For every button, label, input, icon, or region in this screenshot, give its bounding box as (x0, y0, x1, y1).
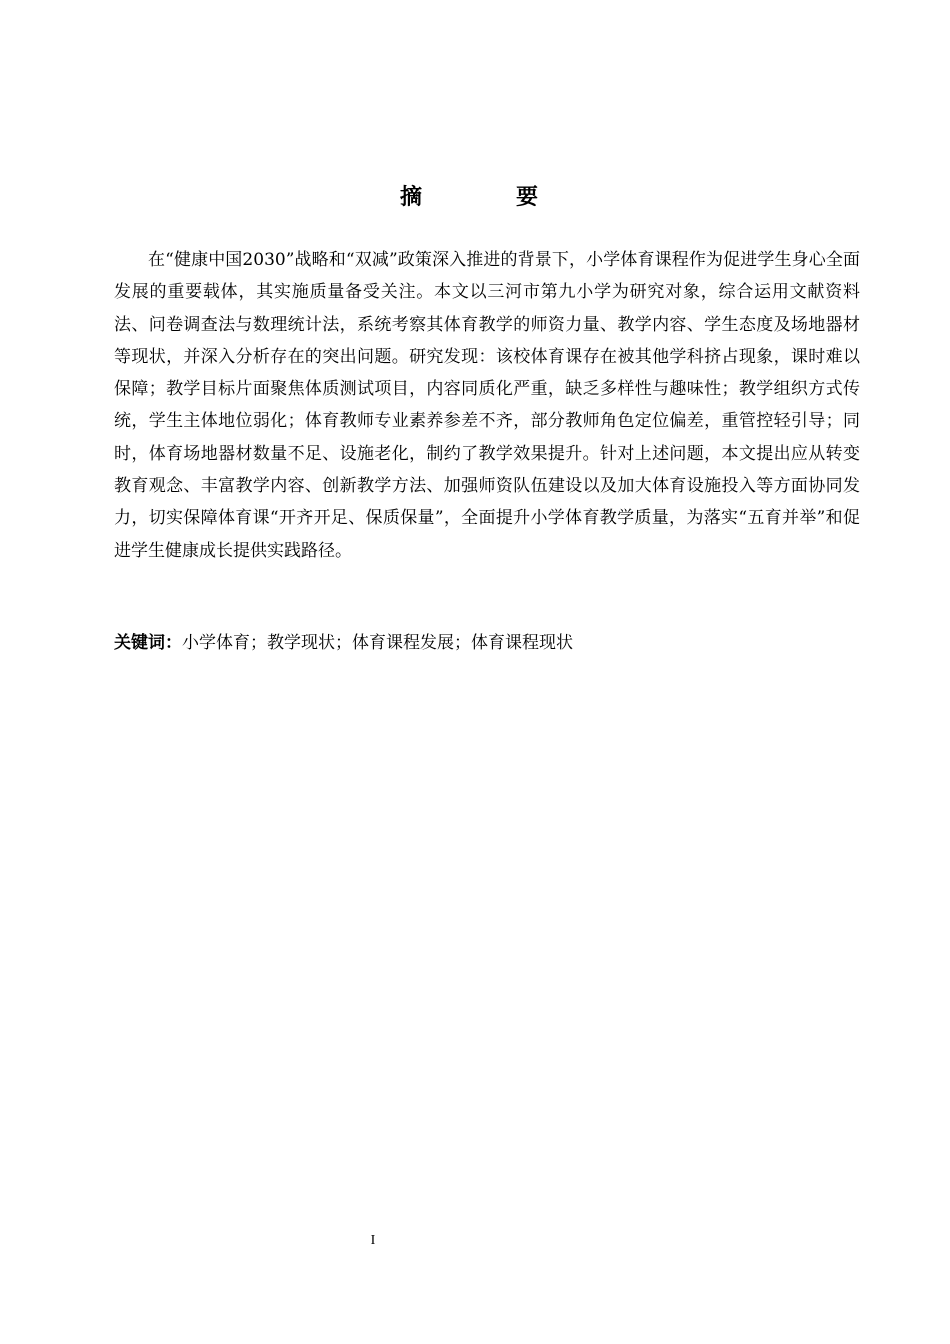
keywords-label: 关键词： (114, 633, 182, 653)
abstract-body: 在“健康中国2030”战略和“双减”政策深入推进的背景下，小学体育课程作为促进学生身心全面发展的重要载体，其实施质量备受关注。本文以三河市第九小学为研究对象，综合运用文献资料法、问卷调查法与数理统计法，系统考察其体育教学的师资力量、教学内容、学生态度及场地器材等现状，并深入分析存在的突出问题。研究发现：该校体育课存在被其他学科挤占现象，课时难以保障；教学目标片面聚焦体质测试项目，内容同质化严重，缺乏多样性与趣味性；教学组织方式传统，学生主体地位弱化；体育教师专业素养参差不齐，部分教师角色定位偏差，重管控轻引导；同时，体育场地器材数量不足、设施老化，制约了教学效果提升。针对上述问题，本文提出应从转变教育观念、丰富教学内容、创新教学方法、加强师资队伍建设以及加大体育设施投入等方面协同发力，切实保障体育课“开齐开足、保质保量”，全面提升小学体育教学质量，为落实“五育并举”和促进学生健康成长提供实践路径。 (114, 250, 860, 561)
keywords-line (114, 630, 860, 656)
keywords-text: 小学体育；教学现状；体育课程发展；体育课程现状 (182, 633, 573, 653)
page-number: I (370, 1233, 376, 1248)
abstract-title: 摘 要 (399, 185, 574, 210)
